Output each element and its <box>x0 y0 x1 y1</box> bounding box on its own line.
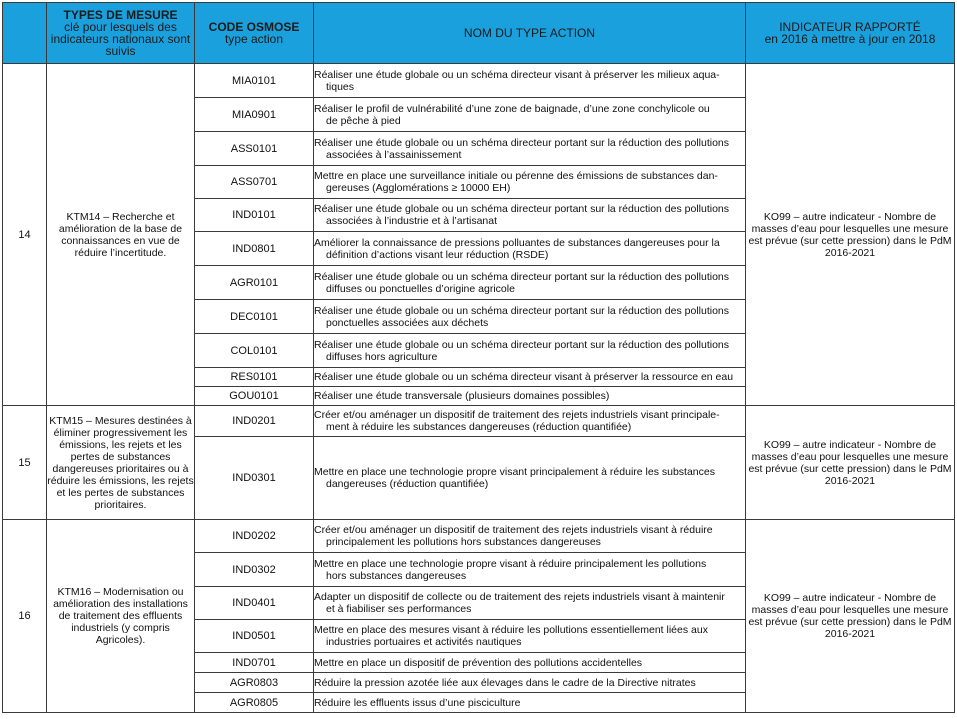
action-name-line-1: Mettre en place une technologie propre visant principalement à réduire les substances <box>314 466 715 478</box>
header-number <box>3 3 47 64</box>
action-name <box>314 653 746 673</box>
measure-type: KTM16 – Modernisation ou amélioration des installations de traitement des effluents industriels (y compris Agricoles). <box>47 520 195 713</box>
action-name <box>314 232 746 266</box>
action-name-line-1: Réaliser une étude globale ou un schéma directeur visant à préserver les milieux aqua- <box>314 68 720 81</box>
reported-indicator: KO99 – autre indicateur - Nombre de masses d’eau pour lesquelles une mesure est prévue (sur cette pression) dans le PdM 2016-2021 <box>746 406 955 520</box>
header-indicator-sub: en 2016 à mettre à jour en 2018 <box>764 32 936 46</box>
osmose-code: AGR0805 <box>195 693 314 713</box>
action-name <box>314 437 746 520</box>
osmose-code: IND0501 <box>195 620 314 653</box>
osmose-code: IND0202 <box>195 520 314 553</box>
osmose-code: DEC0101 <box>195 300 314 334</box>
osmose-code: AGR0101 <box>195 266 314 300</box>
action-name-line-2: principalement les pollutions hors substances dangereuses <box>326 536 601 548</box>
osmose-code: MIA0901 <box>195 98 314 132</box>
header-measure-types <box>47 3 195 64</box>
action-name-line-1: Réduire les effluents issus d’une pisciculture <box>314 696 521 709</box>
group-number: 14 <box>3 64 47 406</box>
action-name <box>314 166 746 199</box>
osmose-code: GOU0101 <box>195 387 314 406</box>
group-number: 15 <box>3 406 47 520</box>
action-name-line-1: Mettre en place une surveillance initiale ou pérenne des émissions de substances dan- <box>314 170 718 182</box>
action-name-line-2: et à fiabiliser ses performances <box>326 603 472 615</box>
measure-type: KTM14 – Recherche et amélioration de la base de connaissances en vue de réduire l’incertitude. <box>47 64 195 406</box>
action-name-line-1: Mettre en place un dispositif de prévention des pollutions accidentelles <box>314 656 643 669</box>
group-number: 16 <box>3 520 47 713</box>
action-name-line-1: Mettre en place des mesures visant à réduire les pollutions essentiellement liées aux <box>314 624 708 636</box>
action-name <box>314 368 746 387</box>
osmose-code: MIA0101 <box>195 64 314 98</box>
action-name-line-1: Créer et/ou aménager un dispositif de traitement des rejets industriels visant à réduire <box>314 524 713 536</box>
measures-table <box>2 2 955 713</box>
table-row <box>3 520 955 553</box>
action-name-line-2: de pêche à pied <box>326 114 401 127</box>
reported-indicator: KO99 – autre indicateur - Nombre de masses d’eau pour lesquelles une mesure est prévue (sur cette pression) dans le PdM 2016-2021 <box>746 520 955 713</box>
action-name-line-1: Améliorer la connaissance de pressions polluantes de substances dangereuses pour la <box>314 236 720 249</box>
osmose-code: ASS0101 <box>195 132 314 166</box>
osmose-code: IND0301 <box>195 437 314 520</box>
reported-indicator: KO99 – autre indicateur - Nombre de masses d’eau pour lesquelles une mesure est prévue (sur cette pression) dans le PdM 2016-2021 <box>746 64 955 406</box>
action-name-line-1: Créer et/ou aménager un dispositif de traitement des rejets industriels visant principale- <box>314 409 720 421</box>
action-name-line-2: industries portuaires et activités nautiques <box>326 636 522 648</box>
action-name <box>314 673 746 693</box>
header-row <box>3 3 955 64</box>
action-name <box>314 520 746 553</box>
action-name-line-2: définition d’actions visant leur réduction (RSDE) <box>326 248 549 261</box>
action-name <box>314 553 746 587</box>
header-indicator <box>746 3 955 64</box>
osmose-code: ASS0701 <box>195 166 314 199</box>
action-name-line-2: diffuses ou ponctuelles d’origine agricole <box>326 282 515 295</box>
osmose-code: RES0101 <box>195 368 314 387</box>
osmose-code: IND0302 <box>195 553 314 587</box>
action-name <box>314 620 746 653</box>
action-name-line-1: Adapter un dispositif de collecte ou de traitement des rejets industriels visant à maintenir <box>314 591 725 603</box>
action-name-line-2: diffuses hors agriculture <box>326 350 438 363</box>
table-row <box>3 64 955 98</box>
action-name <box>314 199 746 232</box>
action-name <box>314 132 746 166</box>
action-name-line-1: Réaliser une étude globale ou un schéma directeur portant sur la réduction des pollutions <box>314 304 730 317</box>
osmose-code: COL0101 <box>195 334 314 368</box>
action-name-line-1: Réaliser une étude globale ou un schéma directeur portant sur la réduction des pollutions <box>314 136 730 149</box>
action-name-line-2: ponctuelles associées aux déchets <box>326 316 489 329</box>
action-name-line-1: Mettre en place une technologie propre visant à réduire principalement les pollutions <box>314 557 707 570</box>
action-name-line-2: gereuses (Agglomérations ≥ 10000 EH) <box>326 182 511 194</box>
action-name <box>314 266 746 300</box>
header-action-name-title: NOM DU TYPE ACTION <box>463 26 596 40</box>
action-name-line-1: Réaliser une étude globale ou un schéma directeur visant à préserver la ressource en eau <box>314 371 734 383</box>
osmose-code: IND0801 <box>195 232 314 266</box>
action-name <box>314 98 746 132</box>
action-name <box>314 587 746 620</box>
action-name-line-1: Réaliser une étude transversale (plusieurs domaines possibles) <box>314 390 610 402</box>
action-name-line-2: hors substances dangereuses <box>326 569 467 582</box>
action-name <box>314 387 746 406</box>
action-name-line-2: tiques <box>326 80 355 93</box>
action-name-line-1: Réaliser une étude globale ou un schéma directeur portant sur la réduction des pollutions <box>314 270 730 283</box>
action-name-line-1: Réduire la pression azotée liée aux élevages dans le cadre de la Directive nitrates <box>314 676 696 689</box>
osmose-code: IND0701 <box>195 653 314 673</box>
table-row <box>3 406 955 437</box>
header-measure-types-title: TYPES DE MESURE <box>63 8 178 22</box>
action-name-line-2: associées à l’industrie et à l’artisanat <box>326 215 498 227</box>
header-osmose-code <box>195 3 314 64</box>
action-name-line-2: dangereuses (réduction quantifiée) <box>326 478 489 490</box>
action-name-line-1: Réaliser une étude globale ou un schéma directeur portant sur la réduction des pollutions <box>314 203 730 215</box>
header-indicator-title: INDICATEUR RAPPORTÉ <box>779 20 921 34</box>
action-name-line-2: ment à réduire les substances dangereuses (réduction quantifiée) <box>326 421 632 433</box>
osmose-code: IND0201 <box>195 406 314 437</box>
action-name <box>314 693 746 713</box>
action-name-line-2: associées à l’assainissement <box>326 148 462 161</box>
action-name <box>314 406 746 437</box>
table-body <box>3 64 955 713</box>
action-name <box>314 64 746 98</box>
header-measure-types-sub: clé pour lesquels des indicateurs nationaux sont suivis <box>50 20 191 58</box>
measure-type: KTM15 – Mesures destinées à éliminer progressivement les émissions, les rejets et les pertes de substances dangereuses prioritaires ou à réduire les émissions, les rejets et les pertes de substances prioritaires. <box>47 406 195 520</box>
action-name-line-1: Réaliser le profil de vulnérabilité d’une zone de baignade, d’une zone conchylicole ou <box>314 102 710 115</box>
action-name-line-1: Réaliser une étude globale ou un schéma directeur portant sur la réduction des pollutions <box>314 338 730 351</box>
header-osmose-code-sub: type action <box>224 32 284 46</box>
header-action-name <box>314 3 746 64</box>
osmose-code: IND0101 <box>195 199 314 232</box>
osmose-code: AGR0803 <box>195 673 314 693</box>
action-name <box>314 300 746 334</box>
header-osmose-code-title: CODE OSMOSE <box>208 20 300 34</box>
action-name <box>314 334 746 368</box>
osmose-code: IND0401 <box>195 587 314 620</box>
